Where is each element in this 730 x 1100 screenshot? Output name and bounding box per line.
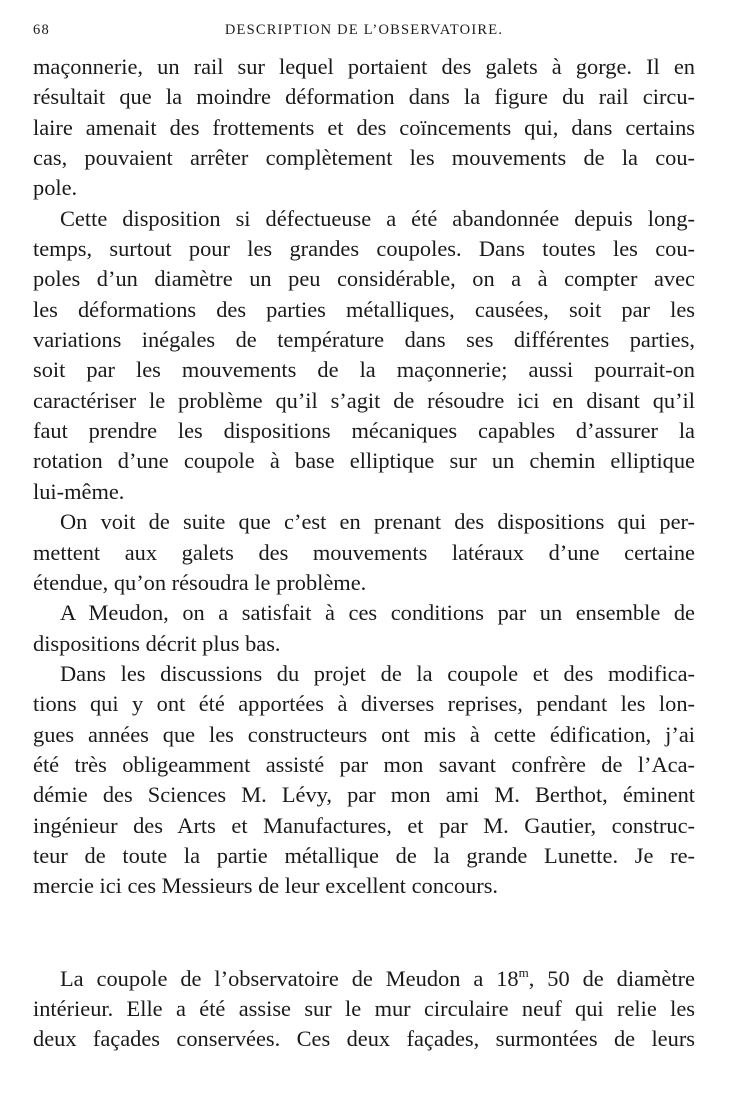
- book-page: [33, 14, 695, 1055]
- text-line: tions qui y ont été apportées à diverses reprises, pendant les lon-: [33, 691, 695, 717]
- text-line: mettent aux galets des mouvements latéraux d’une certaine: [33, 539, 695, 565]
- text-line: mercie ici ces Messieurs de leur excellent concours.: [33, 873, 499, 899]
- paragraph-lateral-movements: [33, 507, 695, 598]
- paragraph-dome-diameter: [33, 964, 695, 1055]
- text-line: résultait que la moindre déformation dans la figure du rail circu-: [33, 84, 695, 110]
- text-line: caractériser le problème qu’il s’agit de résoudre ici en disant qu’il: [33, 387, 695, 413]
- paragraph-acknowledgements: [33, 659, 695, 902]
- superscript-unit: m: [518, 964, 529, 980]
- line-text-before-superscript: La coupole de l’observatoire de Meudon a 18: [60, 965, 519, 991]
- running-head: [33, 14, 695, 38]
- text-line: faut prendre les dispositions mécaniques capables d’assurer la: [33, 418, 695, 444]
- text-line: deux façades conservées. Ces deux façades, surmontées de leurs: [33, 1026, 695, 1052]
- text-line: laire amenait des frottements et des coïncements qui, dans certains: [33, 114, 695, 140]
- text-line: Dans les discussions du projet de la coupole et des modifica-: [60, 660, 695, 686]
- text-line: ingénieur des Arts et Manufactures, et par M. Gautier, construc-: [33, 812, 695, 838]
- page-number: 68: [33, 22, 50, 38]
- text-line: démie des Sciences M. Lévy, par mon ami M. Berthot, éminent: [33, 782, 695, 808]
- text-line: teur de toute la partie métallique de la grande Lunette. Je re-: [33, 842, 695, 868]
- text-line: les déformations des parties métalliques, causées, soit par les: [33, 296, 695, 322]
- text-line: été très obligeamment assisté par mon savant confrère de l’Aca-: [33, 751, 695, 777]
- text-line: variations inégales de température dans ses différentes parties,: [33, 327, 695, 353]
- text-line: On voit de suite que c’est en prenant des dispositions qui per-: [60, 509, 695, 535]
- text-line: maçonnerie, un rail sur lequel portaient des galets à gorge. Il en: [33, 54, 695, 79]
- text-line: temps, surtout pour les grandes coupoles. Dans toutes les cou-: [33, 236, 695, 262]
- paragraph-meudon-conditions: [33, 598, 695, 659]
- line-text-after-superscript: , 50 de diamètre: [528, 965, 695, 991]
- text-line: soit par les mouvements de la maçonnerie; aussi pourrait-on: [33, 357, 695, 383]
- section-gap: [33, 902, 695, 964]
- text-line: pole.: [33, 175, 78, 201]
- text-line: rotation d’une coupole à base elliptique sur un chemin elliptique: [33, 448, 695, 474]
- text-line: [33, 964, 695, 994]
- paragraph-dome-deformations: [33, 204, 695, 507]
- text-line: cas, pouvaient arrêter complètement les mouvements de la cou-: [33, 145, 695, 171]
- text-line: gues années que les constructeurs ont mis à cette édification, j’ai: [33, 721, 695, 747]
- text-line: lui-même.: [33, 478, 125, 504]
- text-line: Cette disposition si défectueuse a été abandonnée depuis long-: [60, 205, 695, 231]
- text-line: dispositions décrit plus bas.: [33, 630, 281, 656]
- running-title: DESCRIPTION DE L’OBSERVATOIRE.: [224, 22, 504, 38]
- text-line: poles d’un diamètre un peu considérable, on a à compter avec: [33, 266, 695, 292]
- text-line: étendue, qu’on résoudra le problème.: [33, 569, 367, 595]
- text-line: intérieur. Elle a été assise sur le mur circulaire neuf qui relie les: [33, 995, 695, 1021]
- body-text: [33, 52, 695, 1055]
- text-line: A Meudon, on a satisfait à ces conditions par un ensemble de: [60, 600, 695, 626]
- paragraph-continued: [33, 52, 695, 204]
